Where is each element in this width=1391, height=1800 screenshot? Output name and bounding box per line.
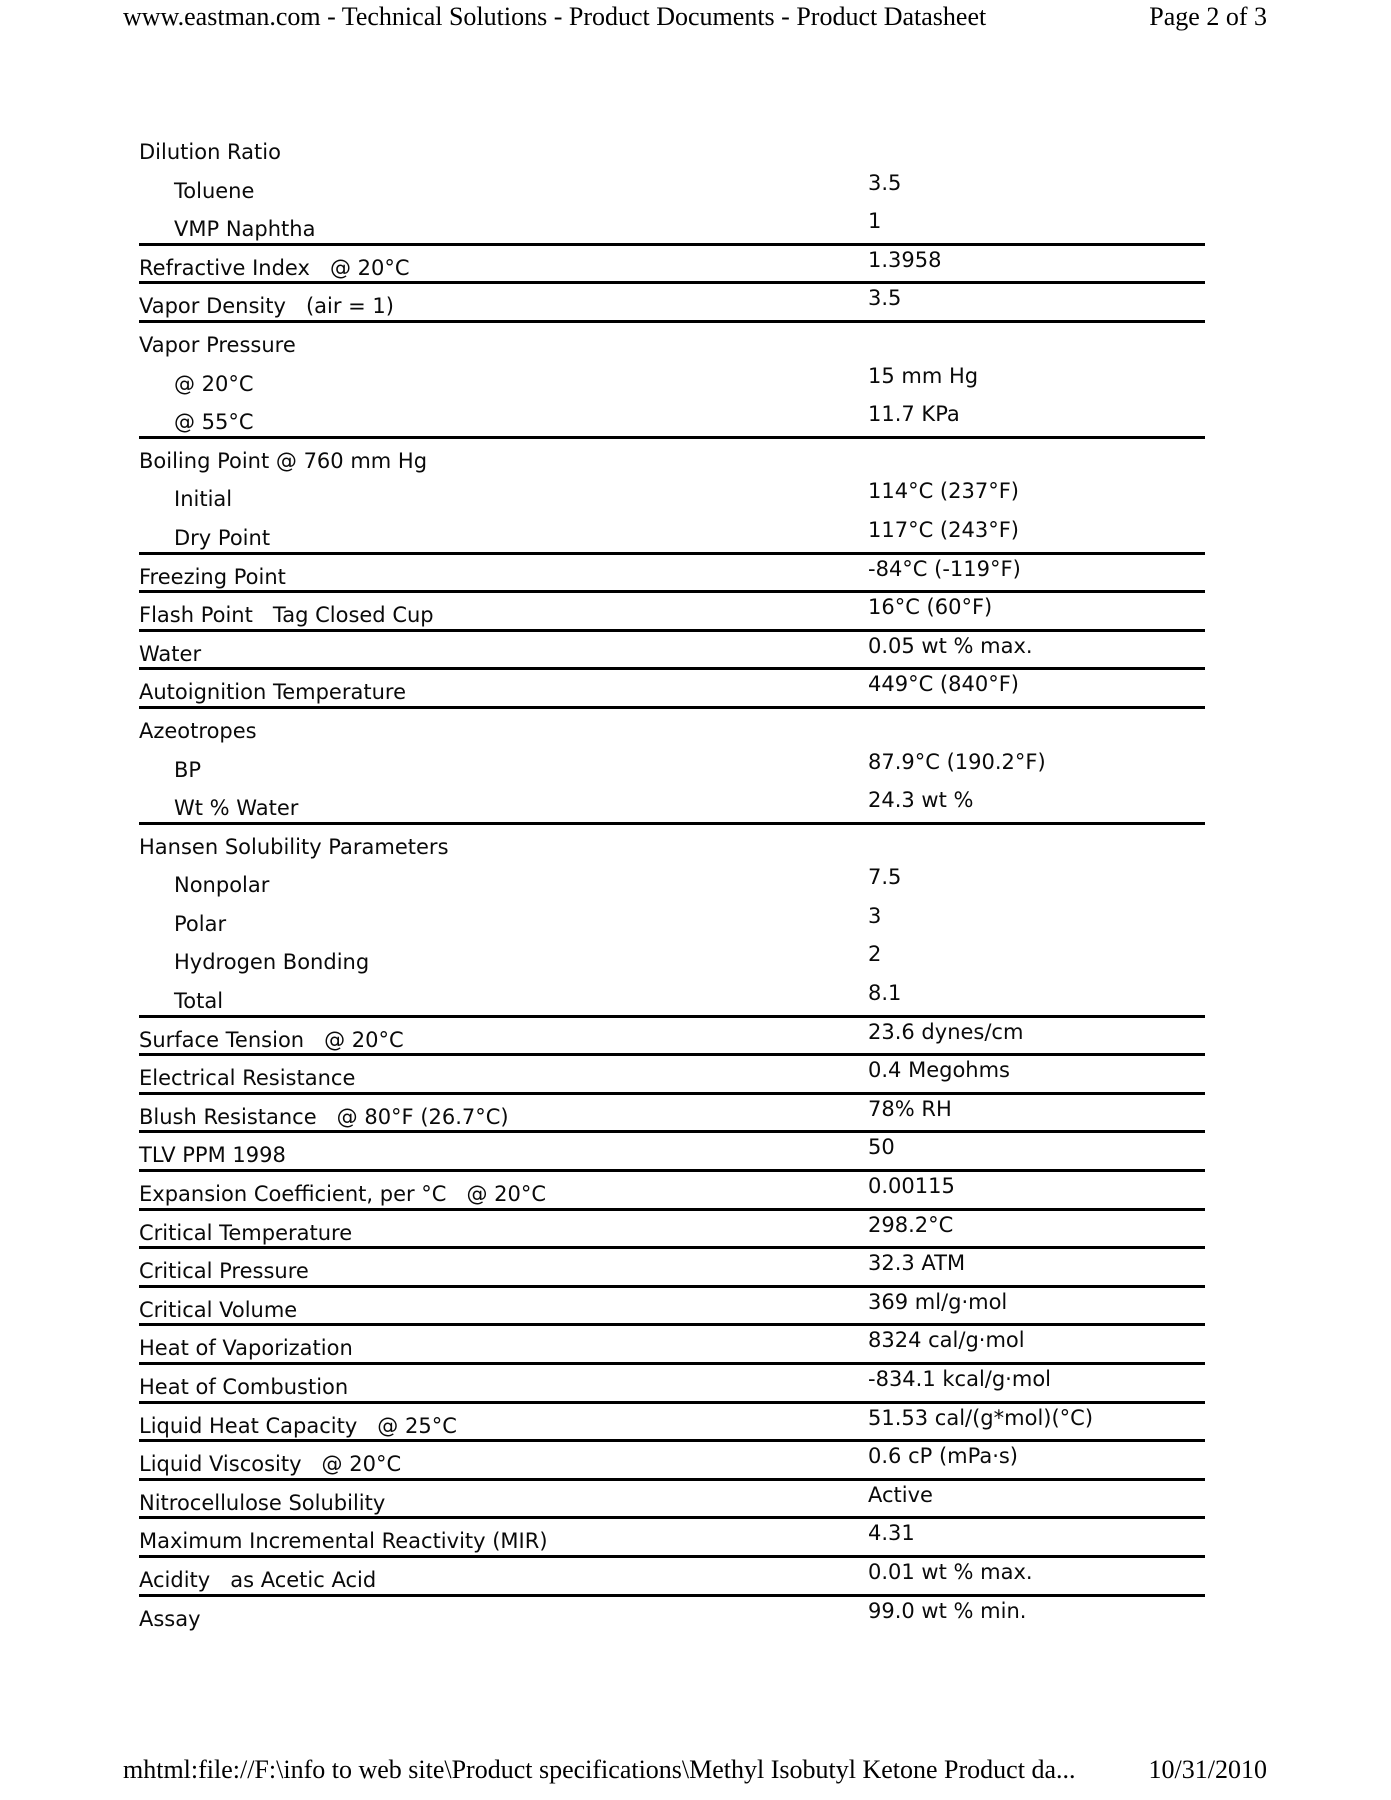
property-label: Electrical Resistance (139, 1066, 356, 1091)
property-label: Heat of Vaporization (139, 1336, 353, 1361)
table-group-row (139, 323, 1205, 362)
property-value: -834.1 kcal/g·mol (868, 1367, 1052, 1391)
property-value: 11.7 KPa (868, 402, 960, 427)
property-label: Dilution Ratio (139, 140, 281, 164)
property-label: Dry Point (174, 525, 271, 550)
table-row (139, 979, 1205, 1018)
property-label: @ 55°C (174, 410, 254, 435)
property-value: 32.3 ATM (868, 1251, 966, 1276)
property-value: Active (868, 1482, 933, 1507)
table-row (139, 1095, 1205, 1134)
property-value: 0.4 Megohms (868, 1058, 1010, 1083)
property-label: Total (174, 989, 224, 1014)
table-row (139, 1249, 1205, 1288)
property-label: Water (139, 641, 202, 666)
table-row (139, 1365, 1205, 1404)
header-breadcrumb: www.eastman.com - Technical Solutions - Product Documents - Product Datasheet (123, 2, 987, 31)
table-row (139, 1211, 1205, 1250)
table-row (139, 400, 1205, 439)
property-label: VMP Naphtha (174, 217, 316, 242)
property-label: Maximum Incremental Reactivity (MIR) (139, 1529, 548, 1554)
property-label: Boiling Point @ 760 mm Hg (139, 448, 428, 473)
property-label: Assay (139, 1606, 201, 1631)
table-row (139, 748, 1205, 787)
property-label: Liquid Viscosity @ 20°C (139, 1452, 402, 1477)
table-row (139, 169, 1205, 208)
property-value: 3.5 (868, 170, 902, 195)
table-row (139, 1018, 1205, 1057)
table-group-row (139, 130, 1205, 169)
table-row (139, 670, 1205, 709)
property-label: Polar (174, 911, 227, 936)
property-value: 117°C (243°F) (868, 517, 1019, 542)
property-value: 0.05 wt % max. (868, 633, 1033, 658)
property-label: Surface Tension @ 20°C (139, 1027, 404, 1052)
table-row (139, 1056, 1205, 1095)
property-value: 7.5 (868, 865, 902, 890)
property-value: 51.53 cal/(g*mol)(°C) (868, 1405, 1094, 1430)
property-label: Freezing Point (139, 564, 286, 589)
property-label: Critical Temperature (139, 1220, 353, 1245)
table-row (139, 362, 1205, 401)
property-value: 0.00115 (868, 1174, 955, 1199)
property-label: Nonpolar (174, 873, 270, 898)
table-row (139, 1442, 1205, 1481)
property-value: 8.1 (868, 981, 902, 1006)
property-value: 3 (868, 903, 882, 928)
property-label: Expansion Coefficient, per °C @ 20°C (139, 1182, 547, 1207)
property-value: 16°C (60°F) (868, 595, 993, 620)
table-group-row (139, 709, 1205, 748)
property-label: Acidity as Acetic Acid (139, 1567, 377, 1592)
page-header (123, 2, 1267, 32)
table-row (139, 786, 1205, 825)
table-row (139, 902, 1205, 941)
table-row (139, 1597, 1205, 1636)
properties-table (139, 130, 1205, 1635)
property-value: 2 (868, 942, 882, 967)
table-row (139, 1481, 1205, 1520)
property-label: Heat of Combustion (139, 1375, 349, 1399)
property-label: Wt % Water (174, 796, 299, 821)
page-number: Page 2 of 3 (1149, 2, 1267, 31)
table-row (139, 632, 1205, 671)
property-label: Hydrogen Bonding (174, 950, 370, 975)
property-label: Autoignition Temperature (139, 680, 406, 705)
table-row (139, 246, 1205, 285)
property-label: Critical Pressure (139, 1259, 309, 1284)
property-label: Hansen Solubility Parameters (139, 834, 449, 859)
property-value: 87.9°C (190.2°F) (868, 749, 1046, 774)
table-row (139, 477, 1205, 516)
property-label: Vapor Density (air = 1) (139, 294, 394, 319)
property-value: 1 (868, 209, 882, 234)
property-value: 99.0 wt % min. (868, 1598, 1027, 1623)
table-row (139, 284, 1205, 323)
table-row (139, 207, 1205, 246)
property-value: 4.31 (868, 1521, 915, 1546)
table-row (139, 1326, 1205, 1365)
property-value: 0.6 cP (mPa·s) (868, 1444, 1019, 1469)
table-row (139, 863, 1205, 902)
table-row (139, 593, 1205, 632)
page-footer (123, 1755, 1267, 1785)
property-label: Nitrocellulose Solubility (139, 1490, 386, 1515)
table-row (139, 1519, 1205, 1558)
property-label: Initial (174, 487, 233, 512)
property-label: Flash Point Tag Closed Cup (139, 603, 434, 628)
property-label: @ 20°C (174, 371, 254, 396)
property-value: 23.6 dynes/cm (868, 1019, 1024, 1044)
property-value: 0.01 wt % max. (868, 1559, 1033, 1584)
property-label: TLV PPM 1998 (139, 1143, 286, 1168)
property-label: Vapor Pressure (139, 332, 296, 357)
property-label: Azeotropes (139, 718, 257, 743)
property-label: Toluene (174, 178, 255, 203)
table-row (139, 1404, 1205, 1443)
property-value: 369 ml/g·mol (868, 1289, 1008, 1314)
table-row (139, 1558, 1205, 1597)
property-label: Refractive Index @ 20°C (139, 255, 410, 280)
table-row (139, 1172, 1205, 1211)
table-row (139, 940, 1205, 979)
table-row (139, 516, 1205, 555)
table-group-row (139, 825, 1205, 864)
table-group-row (139, 439, 1205, 478)
footer-source-path: mhtml:file://F:\info to web site\Product specifications\Methyl Isobutyl Ketone Product da... (123, 1755, 1076, 1784)
table-row (139, 1133, 1205, 1172)
property-value: 1.3958 (868, 247, 942, 272)
property-value: 15 mm Hg (868, 363, 979, 388)
property-value: 3.5 (868, 286, 902, 311)
table-row (139, 555, 1205, 594)
property-value: -84°C (-119°F) (868, 556, 1021, 581)
property-value: 449°C (840°F) (868, 672, 1019, 697)
property-value: 298.2°C (868, 1212, 954, 1237)
table-row (139, 1288, 1205, 1327)
property-value: 24.3 wt % (868, 788, 974, 813)
property-value: 78% RH (868, 1096, 952, 1121)
property-value: 114°C (237°F) (868, 479, 1019, 504)
property-label: Critical Volume (139, 1297, 298, 1322)
property-label: Liquid Heat Capacity @ 25°C (139, 1413, 457, 1438)
property-label: Blush Resistance @ 80°F (26.7°C) (139, 1104, 509, 1129)
property-value: 50 (868, 1135, 895, 1160)
property-value: 8324 cal/g·mol (868, 1328, 1025, 1353)
property-label: BP (174, 757, 202, 782)
footer-date: 10/31/2010 (1148, 1755, 1267, 1784)
